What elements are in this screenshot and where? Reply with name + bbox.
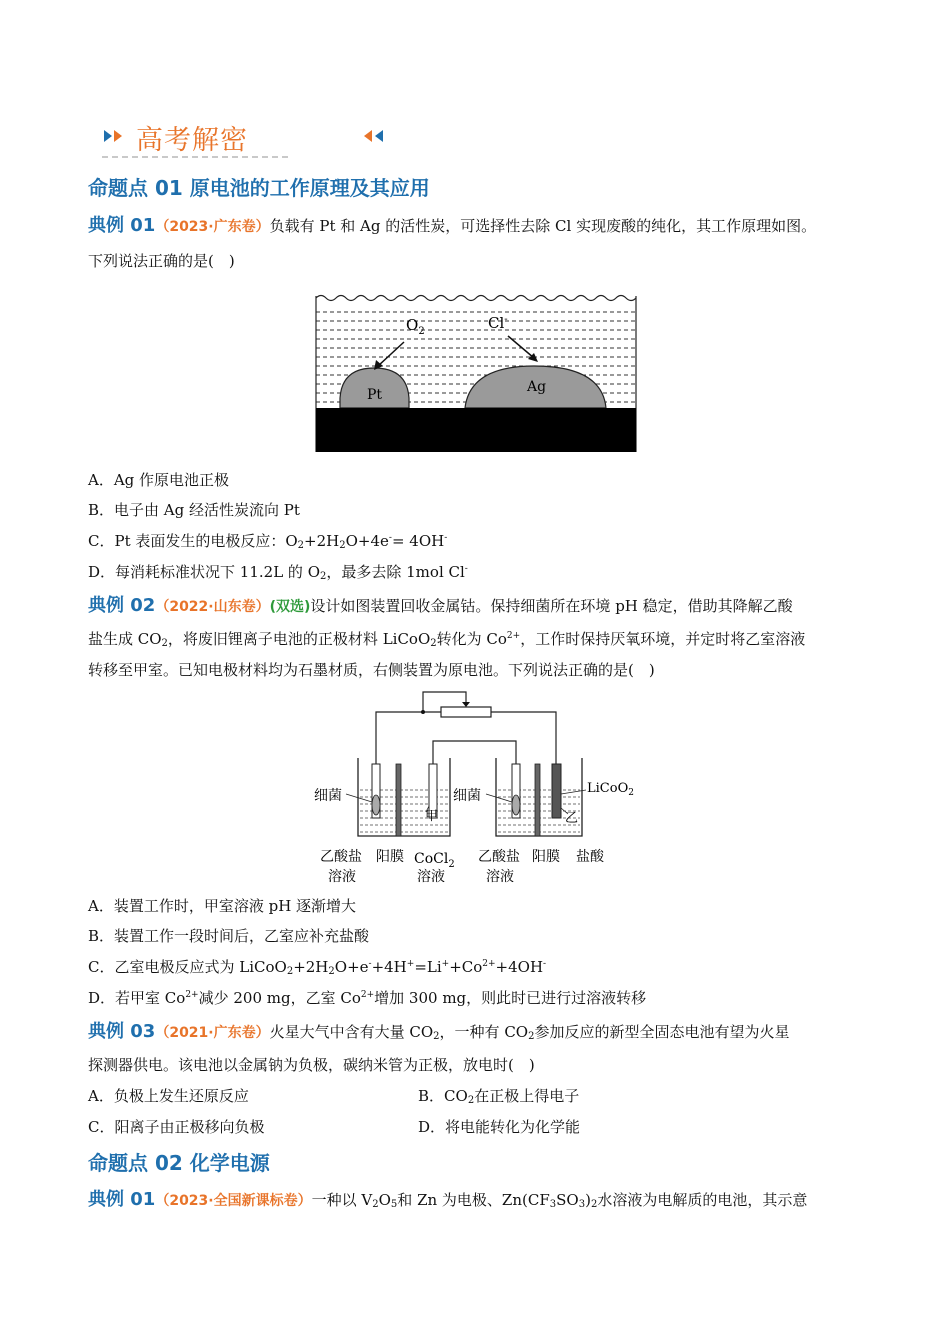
option-a[interactable]: A．负极上发生还原反应 [88, 1087, 249, 1105]
stem-text: ，工作时保持厌氧环境，并定时将乙室溶液 [520, 630, 806, 648]
label-membrane: 阳膜 [532, 849, 560, 865]
option-b[interactable] [418, 1086, 579, 1106]
arrow-right-icon [104, 130, 112, 142]
subscript: 2 [320, 571, 327, 582]
label-bacteria: 细菌 [314, 788, 342, 804]
label-o2: $O_2$ [406, 316, 425, 337]
arrow-left-icon [375, 130, 383, 142]
stem-text: 水溶液为电解质的电池，其示意 [597, 1191, 808, 1209]
option-text: +4H [371, 958, 407, 976]
source-tag: （2023·全国新课标卷） [155, 1193, 312, 1209]
stem-text: ) [585, 1191, 591, 1209]
stem-text: O [378, 1191, 391, 1209]
option-d[interactable] [88, 988, 646, 1008]
stem-text: 转化为 Co [436, 630, 507, 648]
arrow-left-icon [364, 130, 372, 142]
option-text: 在正极上得电子 [474, 1087, 580, 1105]
label-chamber-yi: 乙 [565, 811, 579, 826]
option-text: 减少 200 mg，乙室 Co [198, 989, 361, 1007]
label-ag: Ag [527, 379, 547, 395]
option-c[interactable] [88, 957, 546, 977]
stem-text: ，一种有 CO [439, 1023, 529, 1041]
option-text: C．Pt 表面发生的电极反应：O [88, 532, 298, 550]
subscript: 2 [528, 1031, 535, 1042]
stem-text: 一种以 V [311, 1191, 373, 1209]
option-text: +2H [304, 532, 340, 550]
subscript: 2 [372, 1199, 379, 1210]
superscript: - [368, 959, 372, 969]
stem-text: ，将废旧锂离子电池的正极材料 LiCoO [167, 630, 431, 648]
source-tag: （2023·广东卷） [155, 219, 270, 235]
label-cl: Cl- [488, 314, 508, 332]
superscript: - [388, 533, 392, 543]
question-stem: 转移至甲室。已知电极材料均为石墨材质，右侧装置为原电池。下列说法正确的是( ) [88, 661, 655, 679]
section-title: 命题点 01 原电池的工作原理及其应用 [88, 176, 430, 200]
option-text: B．CO [418, 1087, 468, 1105]
banner-underline [102, 156, 288, 158]
example-label: 典例 01 [88, 1189, 156, 1210]
source-tag: （2022·山东卷） [155, 599, 270, 615]
option-c[interactable]: C．阳离子由正极移向负极 [88, 1118, 265, 1136]
superscript: - [444, 533, 448, 543]
electrode-figure [312, 290, 642, 454]
superscript: + [406, 959, 415, 969]
option-a[interactable]: A．Ag 作原电池正极 [88, 471, 230, 489]
question-stem [88, 629, 805, 649]
superscript: - [543, 959, 547, 969]
option-a[interactable]: A．装置工作时，甲室溶液 pH 逐渐增大 [88, 897, 357, 915]
section-banner [100, 118, 290, 160]
label-membrane: 阳膜 [376, 849, 404, 865]
question-stem: 探测器供电。该电池以金属钠为负极，碳纳米管为正极，放电时( ) [88, 1056, 535, 1074]
stem-text: 盐生成 CO [88, 630, 162, 648]
example-label: 典例 03 [88, 1021, 156, 1042]
membrane [396, 764, 401, 836]
option-text: O+4e [345, 532, 389, 550]
label-pt: Pt [367, 387, 383, 403]
junction-dot [421, 710, 425, 714]
option-d[interactable]: D．将电能转化为化学能 [418, 1118, 581, 1136]
subscript: 2 [467, 1095, 475, 1106]
subscript: 2 [161, 638, 168, 649]
subscript: 3 [549, 1199, 557, 1210]
question-stem [88, 216, 816, 237]
stem-text: 火星大气中含有大量 CO [269, 1023, 434, 1041]
label-licoo2: LiCoO$_2$ [587, 781, 634, 798]
subscript: 3 [578, 1199, 586, 1210]
superscript: 2+ [482, 959, 496, 969]
stem-text: 和 Zn 为电极、Zn(CF [397, 1191, 550, 1209]
superscript: 2+ [360, 990, 375, 1000]
label-cocl2: CoCl$_2$ [414, 851, 455, 870]
subscript: 2 [433, 1031, 440, 1042]
label-hcl: 盐酸 [576, 849, 604, 865]
subscript: 2 [339, 540, 346, 551]
cobalt-recovery-figure [310, 686, 650, 888]
option-text: D．每消耗标准状况下 11.2L 的 O [88, 563, 320, 581]
stem-text: SO [556, 1191, 579, 1209]
banner-title: 高考解密 [136, 125, 248, 156]
subscript: 2 [297, 540, 305, 551]
option-text: O+e [334, 958, 369, 976]
question-stem [88, 1190, 807, 1211]
subscript: 2 [430, 638, 437, 649]
option-text: D．若甲室 Co [88, 989, 186, 1007]
option-text: =Li [414, 958, 442, 976]
question-stem [88, 596, 793, 617]
option-text: +Co [449, 958, 483, 976]
option-text: +2H [293, 958, 329, 976]
superscript: - [464, 564, 468, 574]
stem-text: 设计如图装置回收金属钴。保持细菌所在环境 pH 稳定，借助其降解乙酸 [310, 597, 793, 615]
arrow-o2 [378, 342, 404, 366]
option-b[interactable]: B．装置工作一段时间后，乙室应补充盐酸 [88, 927, 370, 945]
superscript: + [441, 959, 450, 969]
option-text: ，最多去除 1mol Cl [326, 563, 465, 581]
label-chamber-jia: 甲 [425, 809, 439, 824]
label-solution: 溶液 [328, 869, 356, 885]
slider-arrow-icon [462, 702, 470, 707]
example-label: 典例 02 [88, 595, 156, 616]
label-solution: 溶液 [417, 869, 445, 885]
superscript: 2+ [185, 990, 199, 1000]
stem-text: 参加反应的新型全固态电池有望为火星 [534, 1023, 790, 1041]
carbon-support [316, 408, 636, 452]
arrow-right-icon [114, 130, 122, 142]
option-c[interactable] [88, 531, 447, 551]
label-bacteria: 细菌 [453, 788, 481, 804]
superscript: 2+ [506, 631, 521, 641]
option-text: 增加 300 mg，则此时已进行过溶液转移 [374, 989, 647, 1007]
example-label: 典例 01 [88, 215, 156, 236]
option-text: C．乙室电极反应式为 LiCoO [88, 958, 287, 976]
question-stem [88, 1022, 789, 1043]
liquid-surface [316, 296, 636, 301]
source-tag: （2021·广东卷） [155, 1025, 270, 1041]
label-solution: 溶液 [486, 869, 514, 885]
stem-text: 负载有 Pt 和 Ag 的活性炭，可选择性去除 Cl [269, 217, 572, 235]
dual-choice-tag: (双选) [269, 599, 311, 615]
subscript: 2 [286, 966, 294, 977]
stem-text: 实现废酸的纯化，其工作原理如图。 [576, 217, 817, 235]
option-d[interactable] [88, 562, 468, 582]
option-text: +4OH [495, 958, 544, 976]
question-stem: 下列说法正确的是( ) [88, 252, 235, 270]
label-acetate: 乙酸盐 [320, 849, 362, 865]
option-text: = 4OH [391, 532, 445, 550]
subscript: 2 [590, 1199, 598, 1210]
subscript: 5 [390, 1199, 398, 1210]
membrane [535, 764, 540, 836]
subscript: 2 [328, 966, 335, 977]
option-b[interactable]: B．电子由 Ag 经活性炭流向 Pt [88, 501, 300, 519]
label-acetate: 乙酸盐 [478, 849, 520, 865]
left-cell [358, 758, 450, 836]
section-title: 命题点 02 化学电源 [88, 1151, 270, 1175]
